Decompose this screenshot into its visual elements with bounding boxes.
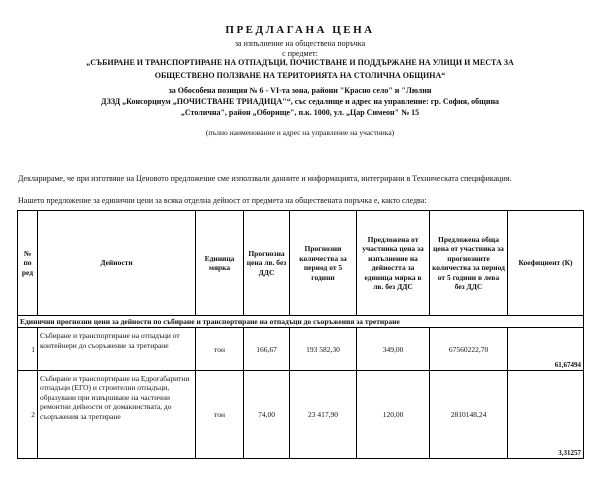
- offer-intro: Нашето предложение за единични цени за всяка отделна дейност от предмета на обществената поръчка е, както следва:: [18, 196, 427, 205]
- company-line-2: „Столична", район „Оборище", п.к. 1000, ул. „Цар Симеон" № 15: [180, 108, 420, 117]
- row-forecast-qty: 193 582,30: [290, 328, 357, 370]
- header-forecast-price: Прогнозна цена лв. без ДДС: [244, 211, 290, 316]
- section-title: Единични прогнозни цени за дейности по събиране и транспортиране на отпадъци до съоръжения за третиране: [18, 316, 584, 328]
- row-coefficient: 61,67494: [508, 328, 584, 370]
- company-line-1: ДЗЗД „Консорциум „ПОЧИСТВАНЕ ТРИАДИЦА"“, със седалище и адрес на управление: гр. София, община: [100, 97, 500, 106]
- subject-line-1: „СЪБИРАНЕ И ТРАНСПОРТИРАНЕ НА ОТПАДЪЦИ, ПОЧИСТВАНЕ И ПОДДЪРЖАНЕ НА УЛИЦИ И МЕСТА ЗА: [86, 58, 514, 67]
- price-table: [17, 210, 584, 459]
- table-row: [18, 328, 584, 370]
- header-unit: Единица мярка: [196, 211, 244, 316]
- document-title: ПРЕДЛАГАНА ЦЕНА: [225, 24, 375, 36]
- row-activity: Събиране и транспортиране на Едрогабаритни отпадъци (ЕГО) и строителни отпадъци, образувани при извършване на частични ремонтни дейности от домакинствата, до съоръжения за третиране: [38, 370, 196, 458]
- row-num: 2: [18, 370, 38, 458]
- row-coefficient: 3,31257: [508, 370, 584, 458]
- row-forecast-price: 74,00: [244, 370, 290, 458]
- row-unit-price: 349,00: [357, 328, 430, 370]
- row-unit-price: 120,00: [357, 370, 430, 458]
- row-activity: Събиране и транспортиране на отпадъци от контейнери до съоръжение за третиране: [38, 328, 196, 370]
- row-total-price: 2810148,24: [430, 370, 508, 458]
- row-num: 1: [18, 328, 38, 370]
- header-activity: Дейности: [38, 211, 196, 316]
- header-unit-price: Предложена от участника цена за изпълнение на дейността за единица мярка в лв. без ДДС: [357, 211, 430, 316]
- table-header-row: [18, 211, 584, 316]
- subject-line-2: ОБЩЕСТВЕНО ПОЛЗВАНЕ НА ТЕРИТОРИЯТА НА СТОЛИЧНА ОБЩИНА“: [154, 71, 446, 80]
- section-row: [18, 316, 584, 328]
- table-row: [18, 370, 584, 458]
- header-total-price: Предложена обща цена от участника за прогнозните количества за период от 5 години в лева без ДДС: [430, 211, 508, 316]
- row-forecast-qty: 23 417,90: [290, 370, 357, 458]
- header-coefficient: Коефициент (К): [508, 211, 584, 316]
- row-unit: тон: [196, 370, 244, 458]
- procurement-line: за изпълнение на обществена поръчка: [234, 39, 366, 48]
- lot-position: за Обособена позиция № 6 - VI-та зона, райони "Красно село" и "Люлин: [168, 86, 432, 95]
- row-unit: тон: [196, 328, 244, 370]
- participant-note: (пълно наименование и адрес на управление на участника): [205, 128, 395, 137]
- header-forecast-qty: Прогнозни количества за период от 5 години: [290, 211, 357, 316]
- declaration-text: Декларираме, че при изготвяне на Ценовото предложение сме използвали данните и информацията, интегрирани в Техническата спецификация.: [18, 174, 512, 183]
- row-forecast-price: 166,67: [244, 328, 290, 370]
- row-total-price: 67560222,70: [430, 328, 508, 370]
- subject-intro: с предмет:: [282, 49, 318, 58]
- header-num: № по ред: [18, 211, 38, 316]
